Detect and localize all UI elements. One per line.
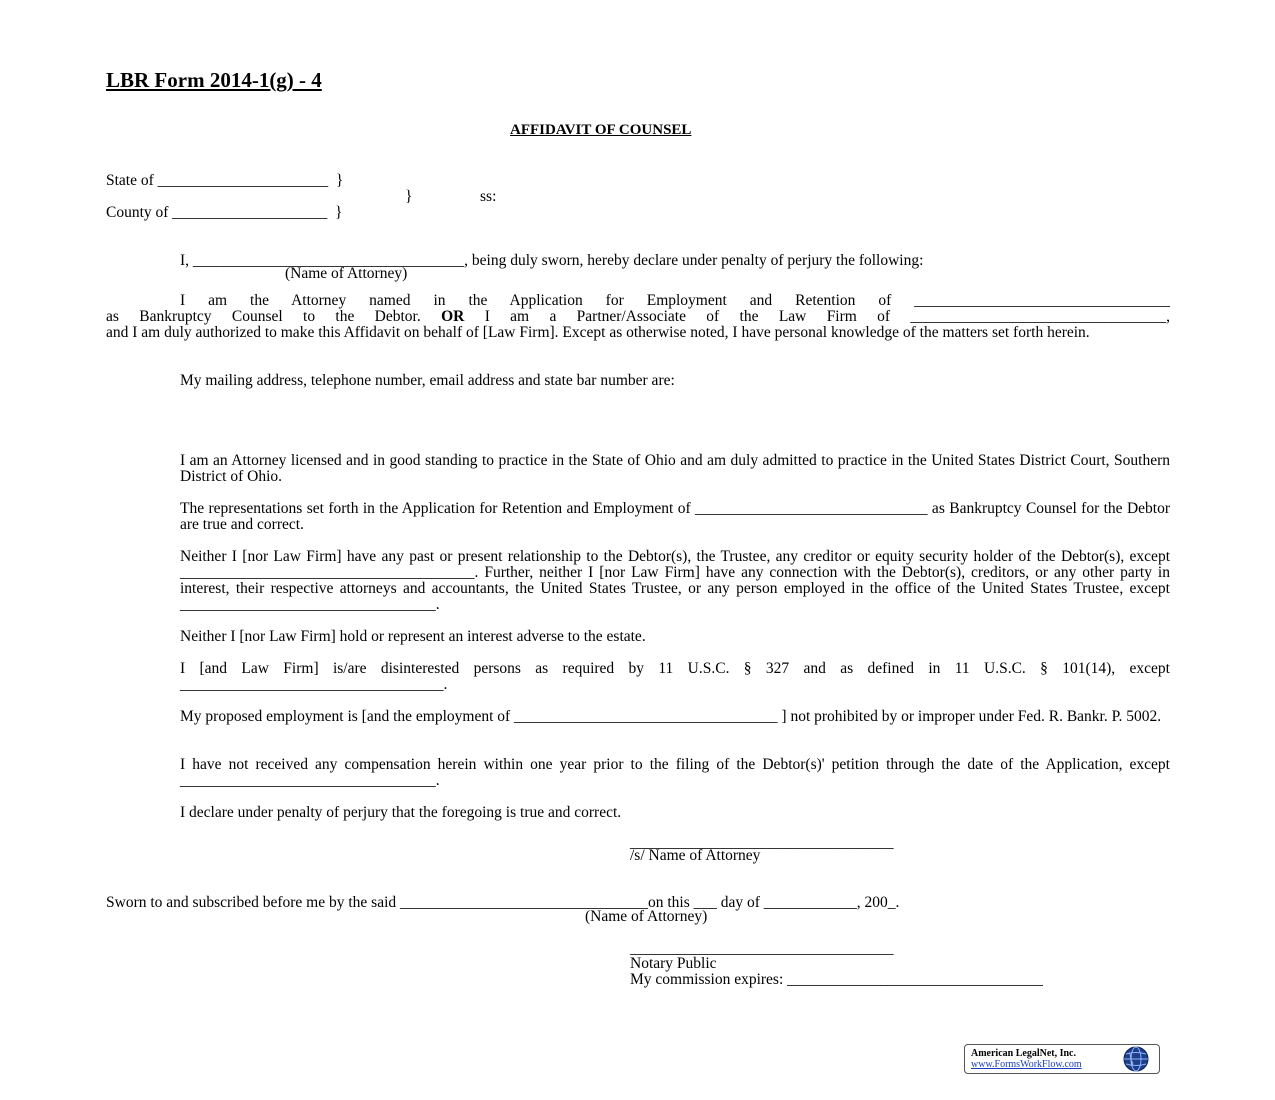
paragraph-disinterested: I [and Law Firm] is/are disinterested persons as required by 11 U.S.C. § 327 and as defined in 11 U.S.C. § 101(14), except __________________________________. (180, 660, 1170, 693)
sworn-name-label: (Name of Attorney) (585, 908, 708, 925)
partner-text: I am a Partner/Associate of the Law Firm of _________________________________, (484, 308, 1171, 325)
paragraph-mailing-address: My mailing address, telephone number, email address and state bar number are: (180, 372, 675, 389)
commission-expires-line: My commission expires: _________________________________ (630, 971, 1043, 988)
paragraph-employment: My proposed employment is [and the employment of __________________________________ ] not prohibited by or improper under Fed. R. Bankr. P. 5002. (180, 708, 1162, 725)
or-keyword: OR (441, 308, 465, 325)
venue-brace: } (405, 188, 413, 205)
form-number-title: LBR Form 2014-1(g) - 4 (106, 68, 322, 92)
paragraph-adverse-interest: Neither I [nor Law Firm] hold or represent an interest adverse to the estate. (180, 628, 646, 645)
paragraph-attorney-named: I am the Attorney named in the Application for Employment and Retention of _________________________________ (180, 292, 1170, 309)
paragraph-relationship: Neither I [nor Law Firm] have any past or present relationship to the Debtor(s), the Trustee, any creditor or equity security holder of the Debtor(s), except ______________________________________. Further, neither I [nor Law Firm] have any connection with the Debtor(s), creditors, or any other party in interest, their respective attorneys and accountants, the United States Trustee, or any person employed in the office of the United States Trustee, except _________________________________. (180, 548, 1170, 613)
attorney-name-label: (Name of Attorney) (285, 265, 408, 282)
footer-badge[interactable] (964, 1044, 1160, 1074)
paragraph-compensation: I have not received any compensation herein within one year prior to the filing of the Debtor(s)' petition through the date of the Application, except _________________________________. (180, 756, 1170, 789)
globe-icon (1123, 1046, 1149, 1072)
county-of-line: County of ____________________ } (106, 204, 343, 221)
ss-label: ss: (480, 188, 497, 205)
company-name: American LegalNet, Inc. (971, 1048, 1076, 1059)
signature-line: __________________________________ (630, 834, 894, 851)
paragraph-declare: I declare under penalty of perjury that the foregoing is true and correct. (180, 804, 622, 821)
declaration-line: I, ___________________________________, being duly sworn, hereby declare under penalty of perjury the following: (180, 252, 924, 269)
paragraph-authorized: and I am duly authorized to make this Affidavit on behalf of [Law Firm]. Except as otherwise noted, I have personal knowledge of the matters set forth herein. (106, 324, 1090, 341)
notary-signature-line: __________________________________ (630, 940, 894, 957)
company-url-link[interactable]: www.FormsWorkFlow.com (971, 1059, 1082, 1070)
paragraph-bankruptcy-counsel-line (106, 309, 1170, 325)
signature-label: /s/ Name of Attorney (630, 847, 761, 864)
state-of-line: State of ______________________ } (106, 172, 344, 189)
document-title: AFFIDAVIT OF COUNSEL (510, 122, 692, 138)
paragraph-representations: The representations set forth in the Application for Retention and Employment of ______________________________ as Bankruptcy Counsel for the Debtor are true and correct. (180, 500, 1170, 533)
counsel-text: as Bankruptcy Counsel to the Debtor. (106, 308, 421, 325)
paragraph-licensed: I am an Attorney licensed and in good standing to practice in the State of Ohio and am duly admitted to practice in the United States District Court, Southern District of Ohio. (180, 452, 1170, 485)
sworn-line: Sworn to and subscribed before me by the said ________________________________on this ___ day of ____________, 200_. (106, 894, 900, 911)
notary-public-label: Notary Public (630, 955, 717, 972)
